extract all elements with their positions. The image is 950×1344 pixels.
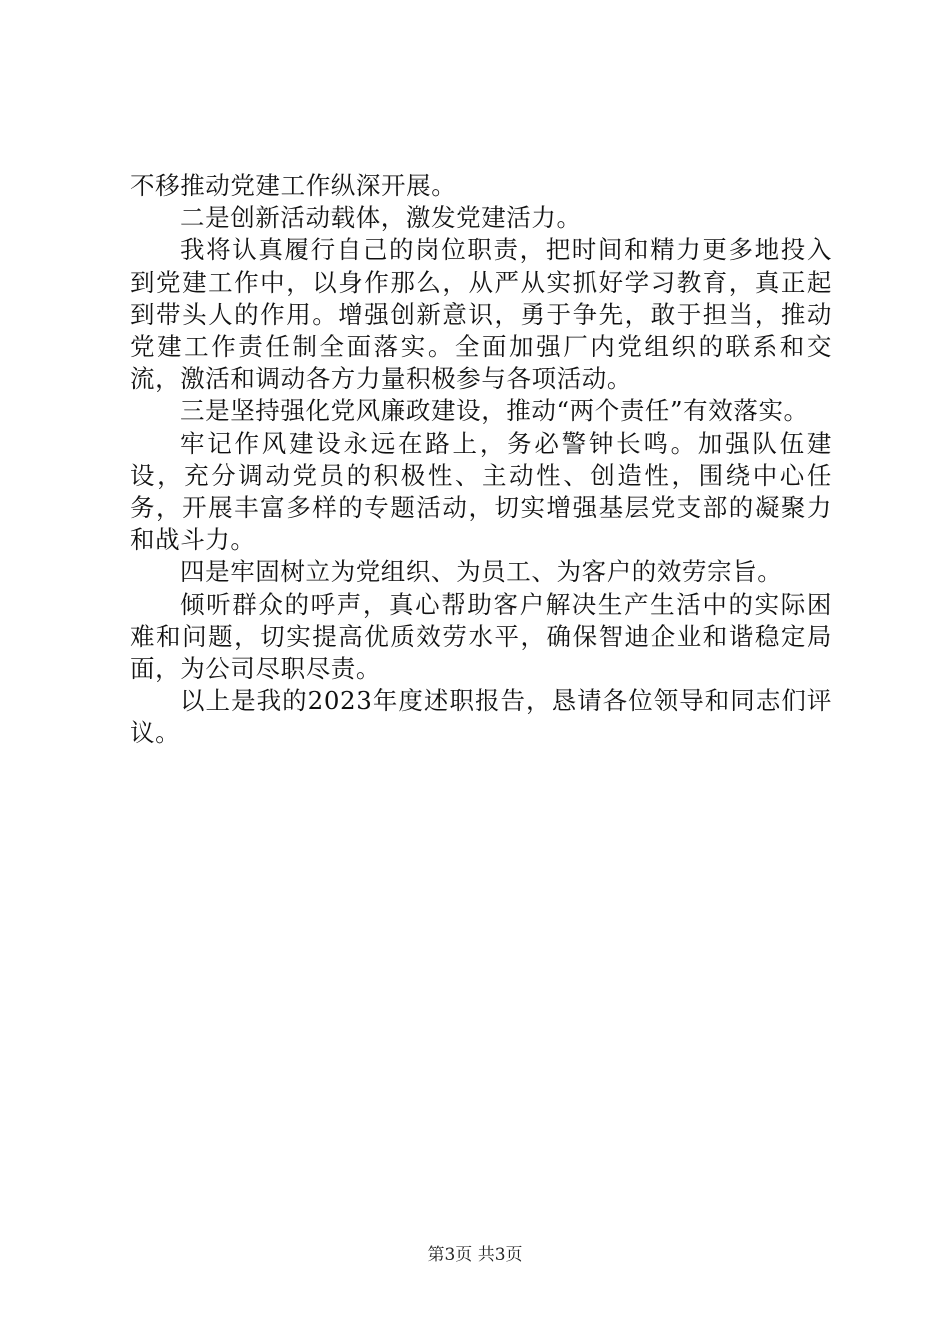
- section-heading-2: 二是创新活动载体，激发党建活力。: [180, 203, 582, 233]
- paragraph-continuation: 不移推动党建工作纵深开展。: [130, 171, 457, 200]
- page-number-footer: 第3页 共3页: [427, 1245, 523, 1265]
- paragraph-section-2: 我将认真履行自己的岗位职责，把时间和精力更多地投入到党建工作中，以身作那么，从严从实抓好学习教育，真正起到带头人的作用。增强创新意识，勇于争先，敢于担当，推动党建工作责任制全面落实。全面加强厂内党组织的联系和交流，激活和调动各方力量积极参与各项活动。: [130, 235, 832, 394]
- section-heading-4: 四是牢固树立为党组织、为员工、为客户的效劳宗旨。: [180, 557, 783, 587]
- closing-paragraph: 以上是我的2023年度述职报告，恳请各位领导和同志们评议。: [130, 686, 832, 748]
- paragraph-section-4: 倾听群众的呼声，真心帮助客户解决生产生活中的实际困难和问题，切实提高优质效劳水平，确保智迪企业和谐稳定局面，为公司尽职尽责。: [130, 589, 832, 684]
- paragraph-section-3: 牢记作风建设永远在路上，务必警钟长鸣。加强队伍建设，充分调动党员的积极性、主动性、创造性，围绕中心任务，开展丰富多样的专题活动，切实增强基层党支部的凝聚力和战斗力。: [130, 428, 832, 555]
- section-heading-3: 三是坚持强化党风廉政建设，推动“两个责任”有效落实。: [180, 396, 809, 426]
- document-body: [130, 170, 832, 750]
